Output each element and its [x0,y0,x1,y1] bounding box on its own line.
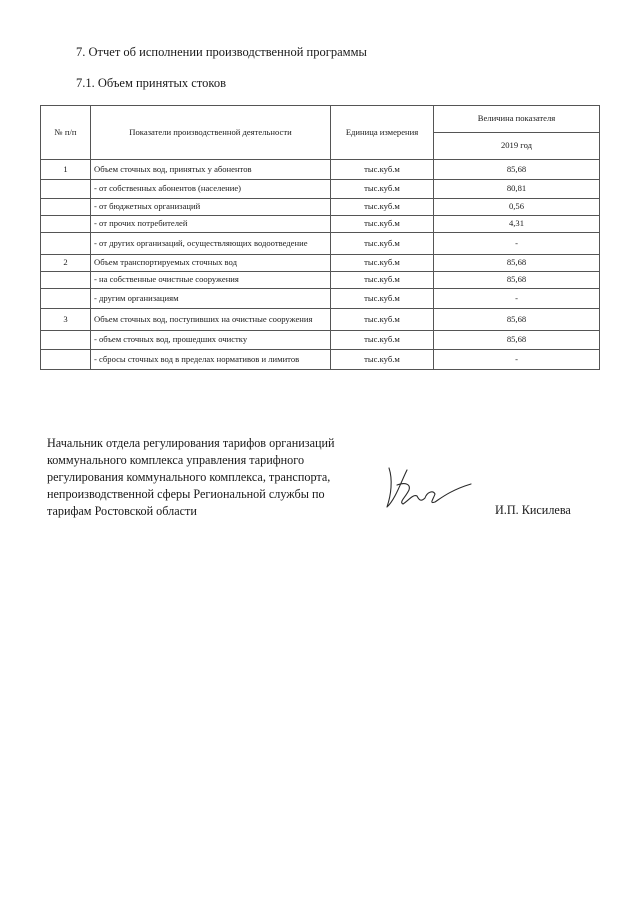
row-unit: тыс.куб.м [331,233,434,255]
row-unit: тыс.куб.м [331,309,434,331]
table-row [41,255,600,272]
table-row [41,180,600,199]
row-num: 3 [41,309,91,331]
section-subtitle: 7.1. Объем принятых стоков [76,76,226,90]
row-num [41,199,91,216]
row-indicator: - сбросы сточных вод в пределах нормативов и лимитов [91,350,331,370]
row-indicator: - от собственных абонентов (население) [91,180,331,199]
row-value: - [434,350,600,370]
table-row [41,350,600,370]
header-year: 2019 год [434,133,600,160]
row-unit: тыс.куб.м [331,350,434,370]
row-indicator: - от прочих потребителей [91,216,331,233]
row-num [41,272,91,289]
row-num: 1 [41,160,91,180]
header-value-group: Величина показателя [434,106,600,133]
row-value: 0,56 [434,199,600,216]
row-unit: тыс.куб.м [331,289,434,309]
header-num: № п/п [41,106,91,160]
row-indicator: Объем транспортируемых сточных вод [91,255,331,272]
row-value: 85,68 [434,331,600,350]
position-line: тарифам Ростовской области [47,504,197,518]
row-num [41,331,91,350]
table-row [41,272,600,289]
position-line: Начальник отдела регулирования тарифов организаций [47,436,335,450]
row-unit: тыс.куб.м [331,216,434,233]
row-indicator: Объем сточных вод, поступивших на очистные сооружения [91,309,331,331]
row-num: 2 [41,255,91,272]
table-row [41,199,600,216]
row-value: 85,68 [434,309,600,331]
row-num [41,350,91,370]
row-unit: тыс.куб.м [331,255,434,272]
report-table [40,105,600,370]
position-line: коммунального комплекса управления тарифного [47,453,305,467]
row-indicator: - другим организациям [91,289,331,309]
table-row [41,216,600,233]
row-unit: тыс.куб.м [331,272,434,289]
row-unit: тыс.куб.м [331,160,434,180]
signatory-position [47,435,377,520]
row-value: 85,68 [434,272,600,289]
header-unit: Единица измерения [331,106,434,160]
table-row [41,233,600,255]
row-value: 85,68 [434,160,600,180]
row-num [41,233,91,255]
position-line: непроизводственной сферы Региональной службы по [47,487,325,501]
table-row [41,331,600,350]
section-title: 7. Отчет об исполнении производственной программы [76,45,367,59]
row-indicator: - от бюджетных организаций [91,199,331,216]
row-unit: тыс.куб.м [331,180,434,199]
row-value: - [434,289,600,309]
row-num [41,180,91,199]
row-value: - [434,233,600,255]
table-row [41,289,600,309]
row-num [41,216,91,233]
row-indicator: - на собственные очистные сооружения [91,272,331,289]
row-indicator: - объем сточных вод, прошедших очистку [91,331,331,350]
table-row [41,160,600,180]
table-body [41,160,600,370]
row-unit: тыс.куб.м [331,199,434,216]
row-value: 85,68 [434,255,600,272]
row-indicator: - от других организаций, осуществляющих водоотведение [91,233,331,255]
row-unit: тыс.куб.м [331,331,434,350]
signature-mark [375,460,475,515]
row-indicator: Объем сточных вод, принятых у абонентов [91,160,331,180]
row-value: 80,81 [434,180,600,199]
signatory-name: И.П. Кисилева [495,503,571,517]
row-num [41,289,91,309]
header-indicator: Показатели производственной деятельности [91,106,331,160]
row-value: 4,31 [434,216,600,233]
table-row [41,309,600,331]
position-line: регулирования коммунального комплекса, транспорта, [47,470,331,484]
